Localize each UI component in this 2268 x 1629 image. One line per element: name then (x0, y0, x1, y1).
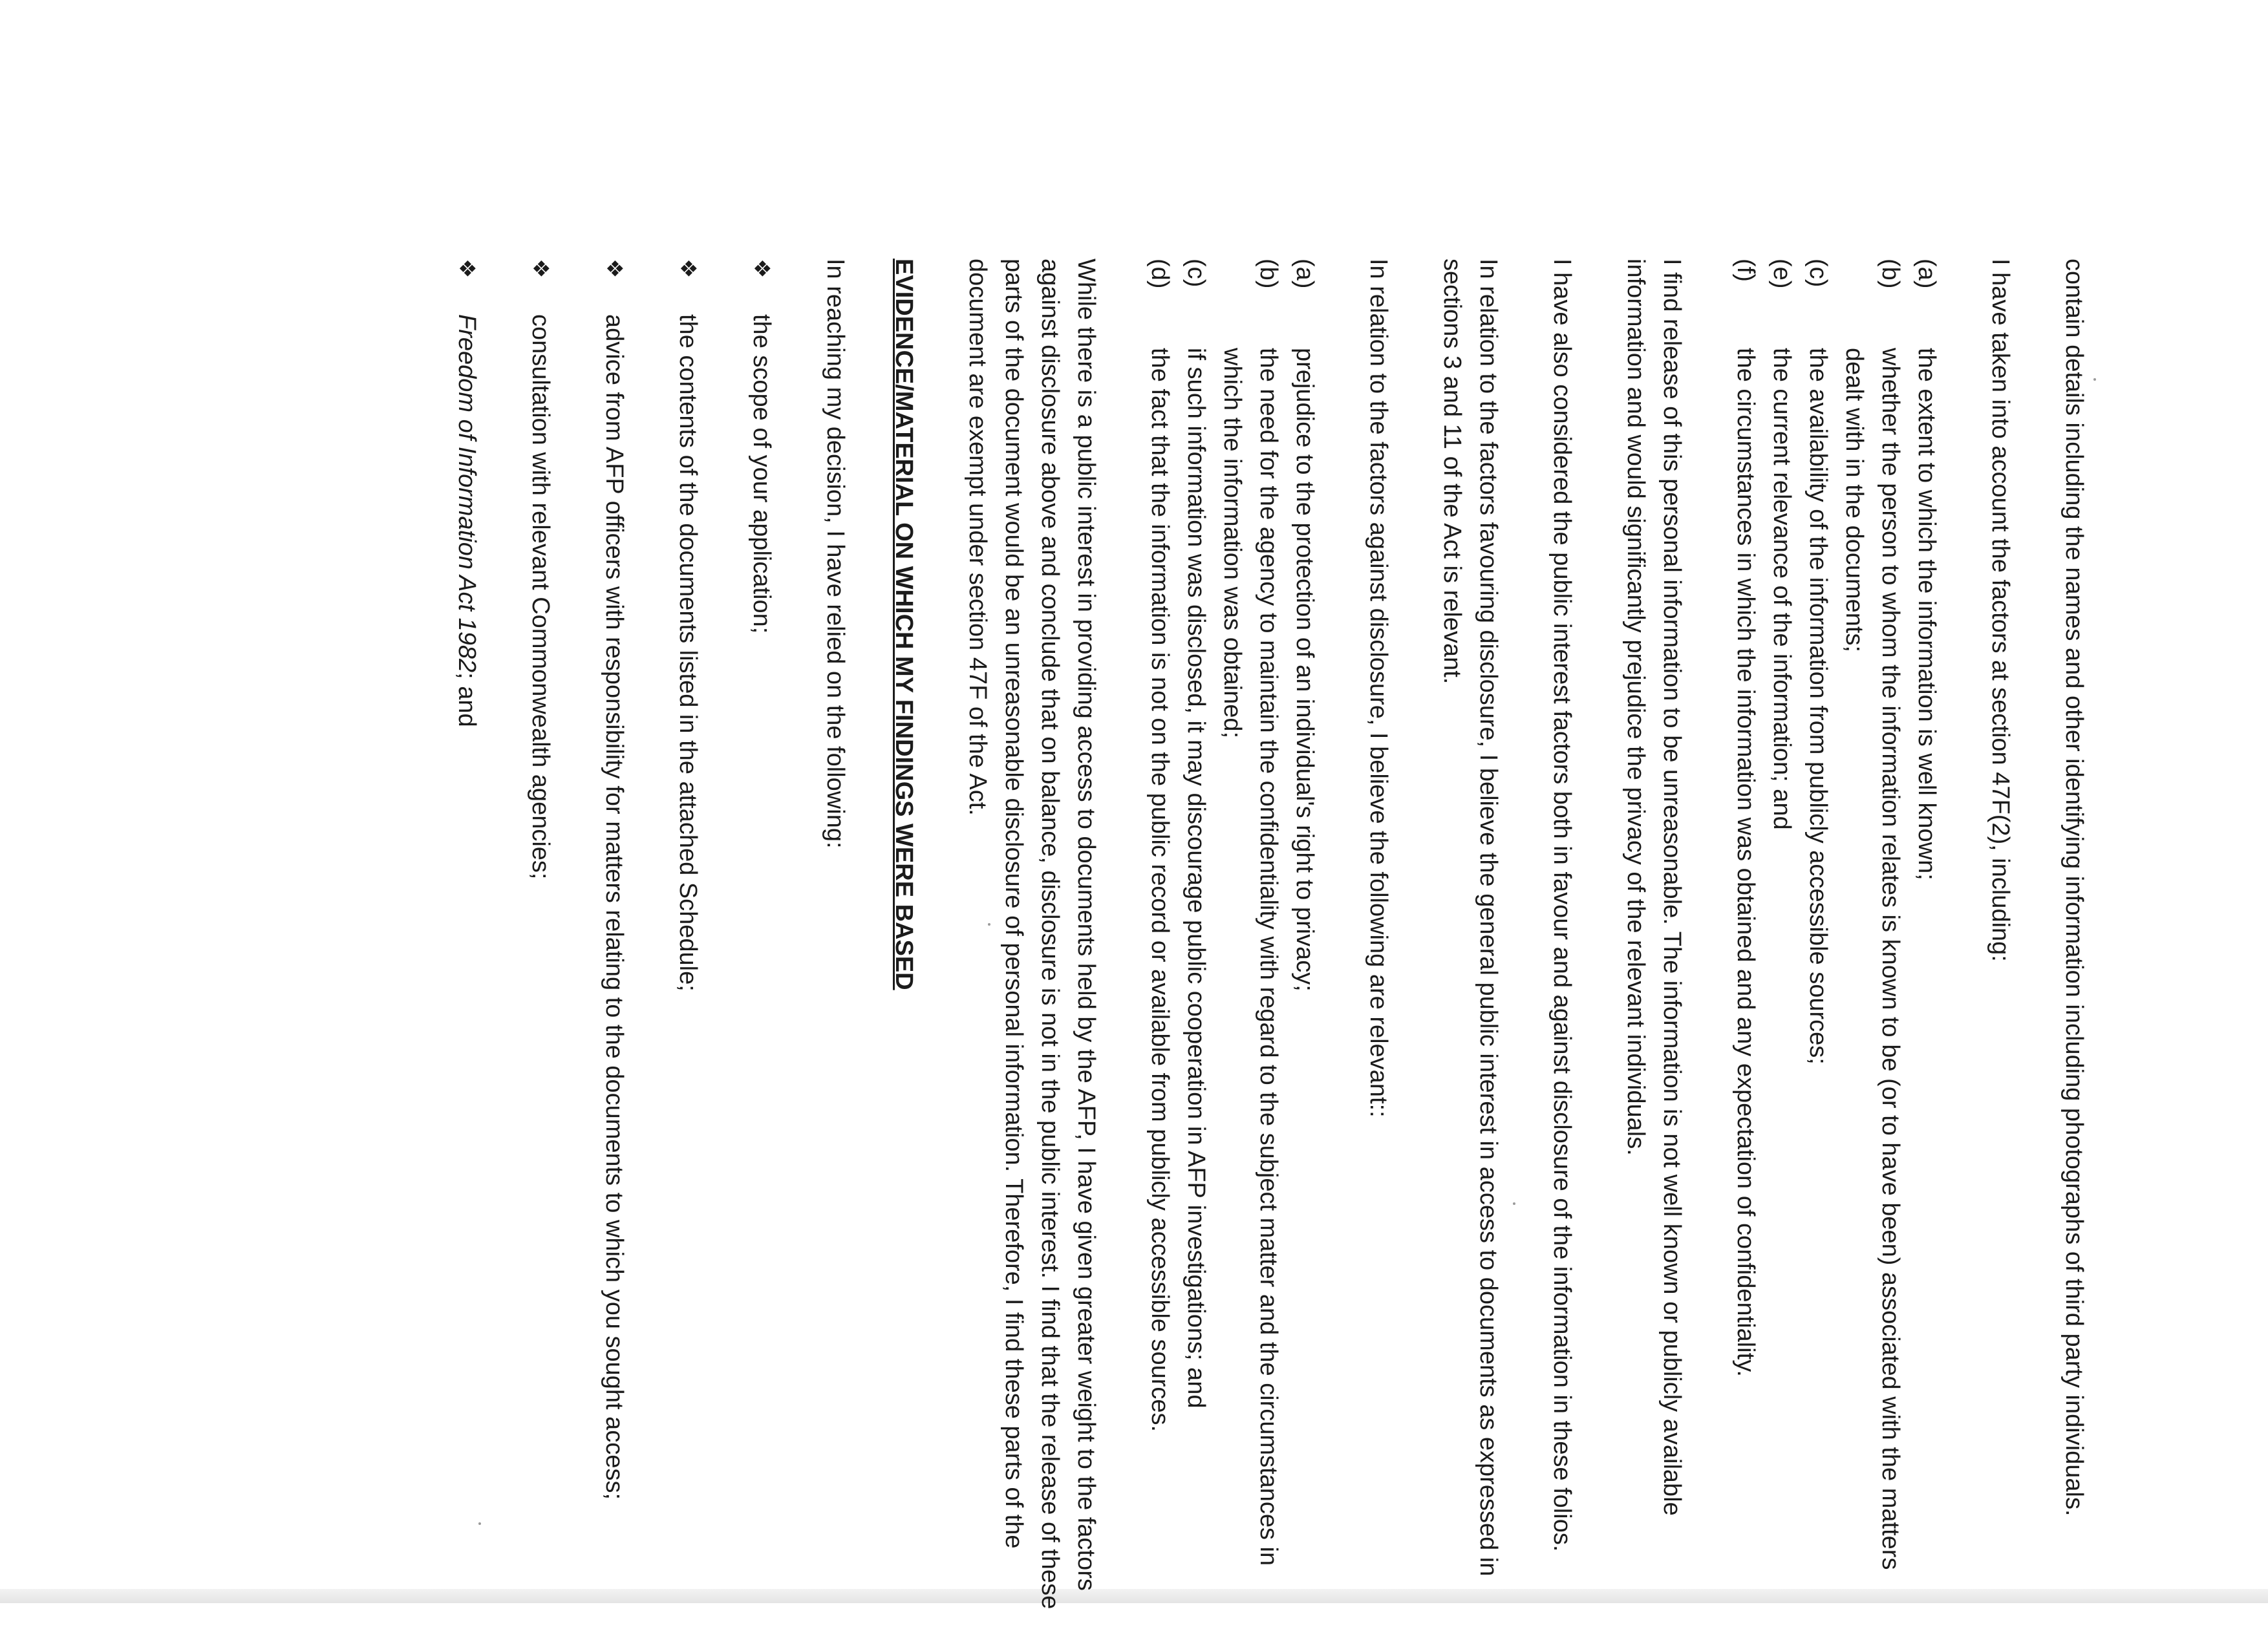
list-item-text: the availability of the information from publicly accessible sources; (1804, 348, 1832, 1065)
paragraph-relied-intro: In reaching my decision, I have relied on the following: (822, 259, 849, 849)
list-item (1800, 259, 1836, 1629)
list-item-text: the fact that the information is not on the public record or available from publicly accessible sources. (1146, 348, 1173, 1432)
list-item-text: prejudice to the protection of an individual's right to privacy; (1291, 348, 1318, 992)
evidence-bullet-list (449, 259, 780, 1629)
list-item-label: (a) (1913, 259, 1940, 289)
list-item (1178, 259, 1214, 1629)
paragraph-public-interest: I have also considered the public interest factors both in favour and against disclosure of the information in these folios. (1548, 259, 1576, 1552)
list-item (1287, 259, 1323, 1629)
paragraph-against-intro: In relation to the factors against disclosure, I believe the following are relevant:: (1365, 259, 1392, 1118)
diamond-bullet-icon: ❖ (455, 259, 479, 279)
rotated-document-body (411, 259, 2092, 1629)
paragraph-unreasonable: I find release of this personal information to be unreasonable. The information is not well known or publicly available information and would significantly prejudice the privacy of the relevant individuals. (1622, 259, 1685, 1516)
list-item-label: (b) (1877, 259, 1904, 289)
paragraph-continuation: contain details including the names and other identifying information including photographs of third party individuals. (2060, 259, 2088, 1517)
list-item-label: (b) (1255, 259, 1282, 289)
diamond-bullet-icon: ❖ (602, 259, 626, 279)
diamond-bullet-icon: ❖ (528, 259, 553, 279)
list-item-label: (c) (1182, 259, 1210, 288)
section-heading-evidence: EVIDENCE/MATERIAL ON WHICH MY FINDINGS WERE BASED (890, 259, 917, 990)
bullet-text (449, 314, 485, 1629)
list-item-label: (f) (1732, 259, 1759, 282)
diamond-bullet-icon: ❖ (749, 259, 774, 279)
list-item-text: if such information was disclosed, it may discourage public cooperation in AFP investigations; and (1182, 348, 1210, 1409)
list-item-label: (a) (1291, 259, 1318, 289)
paragraph-conclusion: While there is a public interest in providing access to documents held by the AFP, I have given greater weight to the factors against disclosure above and conclude that on balance, disclosure is not in the public interest. I find that the release of these parts of the document would be an unreasonable disclosure of personal information. Therefore, I find these parts of the document are exempt under section 47F of the Act. (964, 259, 1100, 1610)
list-item (596, 259, 632, 1629)
diamond-bullet-icon: ❖ (676, 259, 700, 279)
list-item-text: whether the person to whom the information relates is known to be (or to have been) associated with the matters dealt with in the documents; (1841, 348, 1904, 1570)
list-item (1836, 259, 1909, 1629)
list-item-label: (e) (1768, 259, 1795, 289)
list-item (1909, 259, 1945, 1629)
list-item (744, 259, 780, 1629)
paragraph-factors-intro: I have taken into account the factors at section 47F(2), including: (1987, 259, 2014, 962)
list-item (1214, 259, 1287, 1629)
bullet-text: consultation with relevant Commonwealth agencies; (527, 314, 554, 880)
list-item-text: the need for the agency to maintain the confidentiality with regard to the subject matter and the circumstances in which the information was obtained; (1219, 348, 1282, 1566)
factors-against-list (1142, 259, 1323, 1629)
list-item-label: (c) (1804, 259, 1832, 288)
list-item (1728, 259, 1764, 1629)
list-item (670, 259, 706, 1629)
bullet-text: advice from AFP officers with responsibility for matters relating to the documents to which you sought access; (601, 314, 628, 1500)
list-item-text: the current relevance of the information; and (1768, 348, 1795, 830)
factors-47f-list (1728, 259, 1945, 1629)
list-item-label: (d) (1146, 259, 1173, 289)
act-title: Freedom of Information Act 1982 (453, 314, 480, 673)
list-item-text: the circumstances in which the information was obtained and any expectation of confidentiality. (1732, 348, 1759, 1377)
list-item (449, 259, 485, 1629)
bullet-tail: ; and (453, 672, 480, 727)
list-item (1142, 259, 1178, 1629)
paragraph-favouring-disclosure: In relation to the factors favouring disclosure, I believe the general public interest in access to documents as expressed in sections 3 and 11 of the Act is relevant. (1439, 259, 1502, 1577)
scan-speck (2093, 378, 2096, 381)
list-item (522, 259, 559, 1629)
list-item-text: the extent to which the information is well known; (1913, 348, 1940, 880)
list-item (1764, 259, 1800, 1629)
bullet-text: the contents of the documents listed in the attached Schedule; (674, 314, 701, 992)
bullet-text: the scope of your application; (748, 314, 775, 634)
